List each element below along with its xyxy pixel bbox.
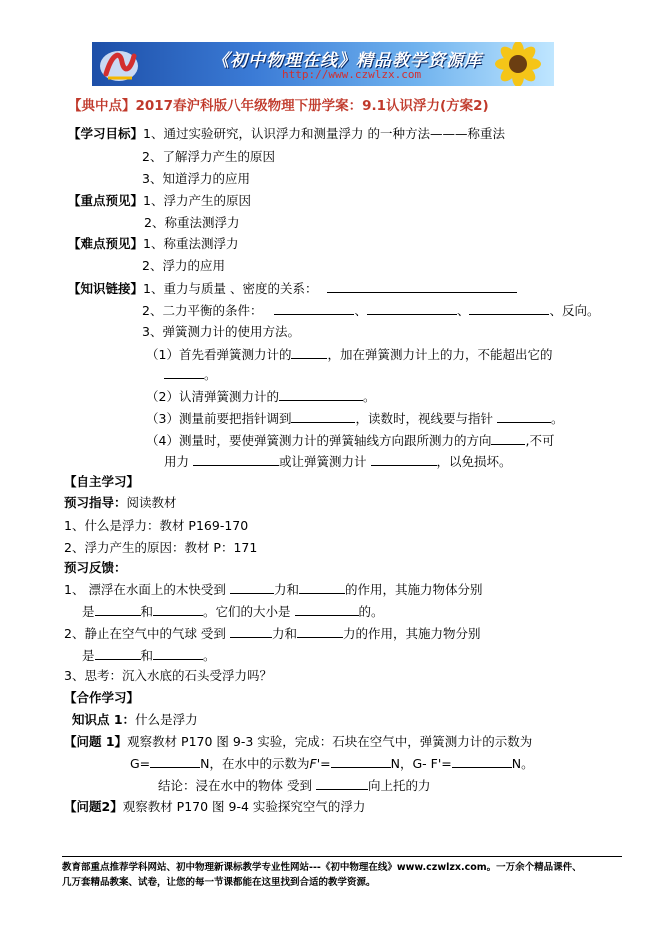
banner-title: 《初中物理在线》精品教学资源库: [212, 51, 482, 71]
sub1-text-b: ，加在弹簧测力计上的力，不能超出它的: [327, 347, 553, 362]
blank-density-relation[interactable]: [327, 280, 517, 293]
blank-balloon-force-1[interactable]: [230, 625, 272, 638]
problem-1-g-label: G=: [130, 756, 151, 771]
blank-balloon-source-1[interactable]: [95, 647, 141, 660]
feedback-1-end: 的。: [358, 604, 384, 619]
problem-1-diff-label: N，G- F'=: [390, 756, 452, 771]
coop-label: 【合作学习】: [64, 690, 140, 705]
guide-label: 预习指导：: [64, 495, 127, 510]
feedback-2-end: 。: [203, 648, 216, 663]
blank-balloon-force-2[interactable]: [297, 625, 343, 638]
sub4-end: ，以免损坏。: [436, 454, 512, 469]
link-item-1: 1、重力与质量 、密度的关系：: [143, 281, 318, 296]
key-points-label: 【重点预见】: [68, 193, 144, 208]
blank-range-1[interactable]: [291, 346, 327, 359]
problem-1-label: 【问题 1】: [64, 734, 128, 749]
footer-line-1: 教育部重点推荐学科网站、初中物理新课标教学专业性网站---《初中物理在线》www.czwlzx.com。一万余个精品课件、: [62, 862, 582, 873]
conclusion-end: 向上托的力: [367, 778, 431, 793]
blank-f-value[interactable]: [331, 755, 391, 768]
blank-balance-2[interactable]: [367, 302, 457, 315]
problem-1-f-label: F'=: [309, 756, 331, 771]
problem-1-text-c: N，在水中的示数为: [200, 756, 310, 771]
footer-line-2: 几万套精品教案、试卷，让您的每一节课都能在这里找到合适的教学资源。: [62, 877, 376, 888]
self-question-1: 1、什么是浮力：教材 P169-170: [64, 518, 249, 533]
sub2-end: 。: [362, 389, 376, 404]
blank-wood-force-2[interactable]: [299, 581, 345, 594]
feedback-2-text-e: 和: [140, 648, 154, 663]
difficult-item-1: 1、称重法测浮力: [143, 236, 239, 251]
point-1-text: 什么是浮力: [135, 712, 198, 727]
self-study-label: 【自主学习】: [64, 474, 140, 489]
blank-range-2[interactable]: [164, 366, 204, 379]
blank-balance-3[interactable]: [469, 302, 549, 315]
link-item-3: 3、弹簧测力计的使用方法。: [142, 324, 300, 339]
difficult-label: 【难点预见】: [68, 236, 144, 251]
blank-wood-magnitude[interactable]: [295, 603, 359, 616]
sub3-end: 。: [550, 411, 564, 426]
banner-url: http://www.czwlzx.com: [282, 68, 422, 81]
goal-item-1: 1、通过实验研究，认识浮力和测量浮力 的一种方法———称重法: [143, 126, 505, 141]
blank-direction[interactable]: [491, 432, 525, 445]
problem-2-text: 观察教材 P170 图 9-4 实验探究空气的浮力: [122, 799, 366, 814]
header-banner: [92, 42, 554, 86]
sub3-text: （3）测量前要把指针调到: [146, 411, 292, 426]
blank-pointer[interactable]: [497, 410, 551, 423]
sub1-text: （1）首先看弹簧测力计的: [146, 347, 292, 362]
sub4-text: （4）测量时，要使弹簧测力计的弹簧轴线方向跟所测力的方向: [146, 433, 492, 448]
key-point-1: 1、浮力产生的原因: [143, 193, 251, 208]
blank-diff-value[interactable]: [452, 755, 512, 768]
feedback-3: 3、思考：沉入水底的石头受浮力吗？: [64, 668, 272, 683]
link-item-2-text: 2、二力平衡的条件：: [142, 303, 263, 318]
blank-friction[interactable]: [371, 453, 437, 466]
goals-label: 【学习目标】: [68, 126, 144, 141]
feedback-2-text-d: 是: [82, 648, 95, 663]
document-title: 【典中点】2017春沪科版八年级物理下册学案：9.1认识浮力(方案2): [68, 98, 489, 114]
feedback-1-text-f: 。它们的大小是: [203, 604, 291, 619]
link-item-2-end: 、反向。: [549, 303, 600, 318]
page-footer: [62, 856, 622, 890]
self-question-2: 2、浮力产生的原因：教材 P：171: [64, 540, 258, 555]
guide-text: 阅读教材: [126, 495, 177, 510]
sub4-text-d: 或让弹簧测力计: [279, 454, 367, 469]
feedback-1-text-d: 是: [82, 604, 95, 619]
feedback-1-text-b: 力和: [273, 582, 299, 597]
blank-balance-1[interactable]: [274, 302, 354, 315]
blank-scale-value[interactable]: [279, 388, 363, 401]
separator-text: 、: [354, 303, 367, 318]
sub4-text-b: ,不可: [525, 433, 555, 448]
sub2-text: （2）认清弹簧测力计的: [146, 389, 279, 404]
feedback-2-text-c: 力的作用，其施力物分别: [342, 626, 481, 641]
feedback-2-text: 2、静止在空气中的气球 受到: [64, 626, 226, 641]
links-label: 【知识链接】: [68, 281, 144, 296]
blank-conclusion[interactable]: [316, 777, 368, 790]
goal-item-2: 2、了解浮力产生的原因: [142, 149, 275, 164]
feedback-1-text-c: 的作用，其施力物体分别: [344, 582, 483, 597]
sub4-text-c: 用力: [164, 454, 190, 469]
separator-text: 、: [456, 303, 470, 318]
blank-g-value[interactable]: [150, 755, 200, 768]
feedback-1-text: 1、 漂浮在水面上的木快受到: [64, 582, 226, 597]
blank-wood-source-1[interactable]: [95, 603, 141, 616]
sub1-end: 。: [204, 367, 217, 382]
goal-item-3: 3、知道浮力的应用: [142, 171, 250, 186]
feedback-label: 预习反馈：: [64, 560, 127, 575]
conclusion-text: 结论：浸在水中的物体 受到: [158, 778, 312, 793]
point-1-label: 知识点 1：: [72, 712, 136, 727]
feedback-2-text-b: 力和: [271, 626, 297, 641]
feedback-1-text-e: 和: [140, 604, 154, 619]
key-point-2: 2、称重法测浮力: [144, 215, 240, 230]
difficult-item-2: 2、浮力的应用: [142, 258, 225, 273]
blank-wood-source-2[interactable]: [153, 603, 203, 616]
blank-balloon-source-2[interactable]: [153, 647, 203, 660]
problem-1-text: 观察教材 P170 图 9-3 实验，完成：石块在空气中，弹簧测力计的示数为: [127, 734, 533, 749]
blank-wood-force-1[interactable]: [230, 581, 274, 594]
site-logo-icon: [98, 44, 140, 84]
blank-force-type[interactable]: [193, 453, 279, 466]
sub3-text-b: ，读数时，视线要与指针: [355, 411, 493, 426]
blank-zero-point[interactable]: [291, 410, 355, 423]
problem-1-end: N。: [511, 756, 534, 771]
problem-2-label: 【问题2】: [64, 799, 123, 814]
sunflower-icon: [472, 42, 552, 86]
